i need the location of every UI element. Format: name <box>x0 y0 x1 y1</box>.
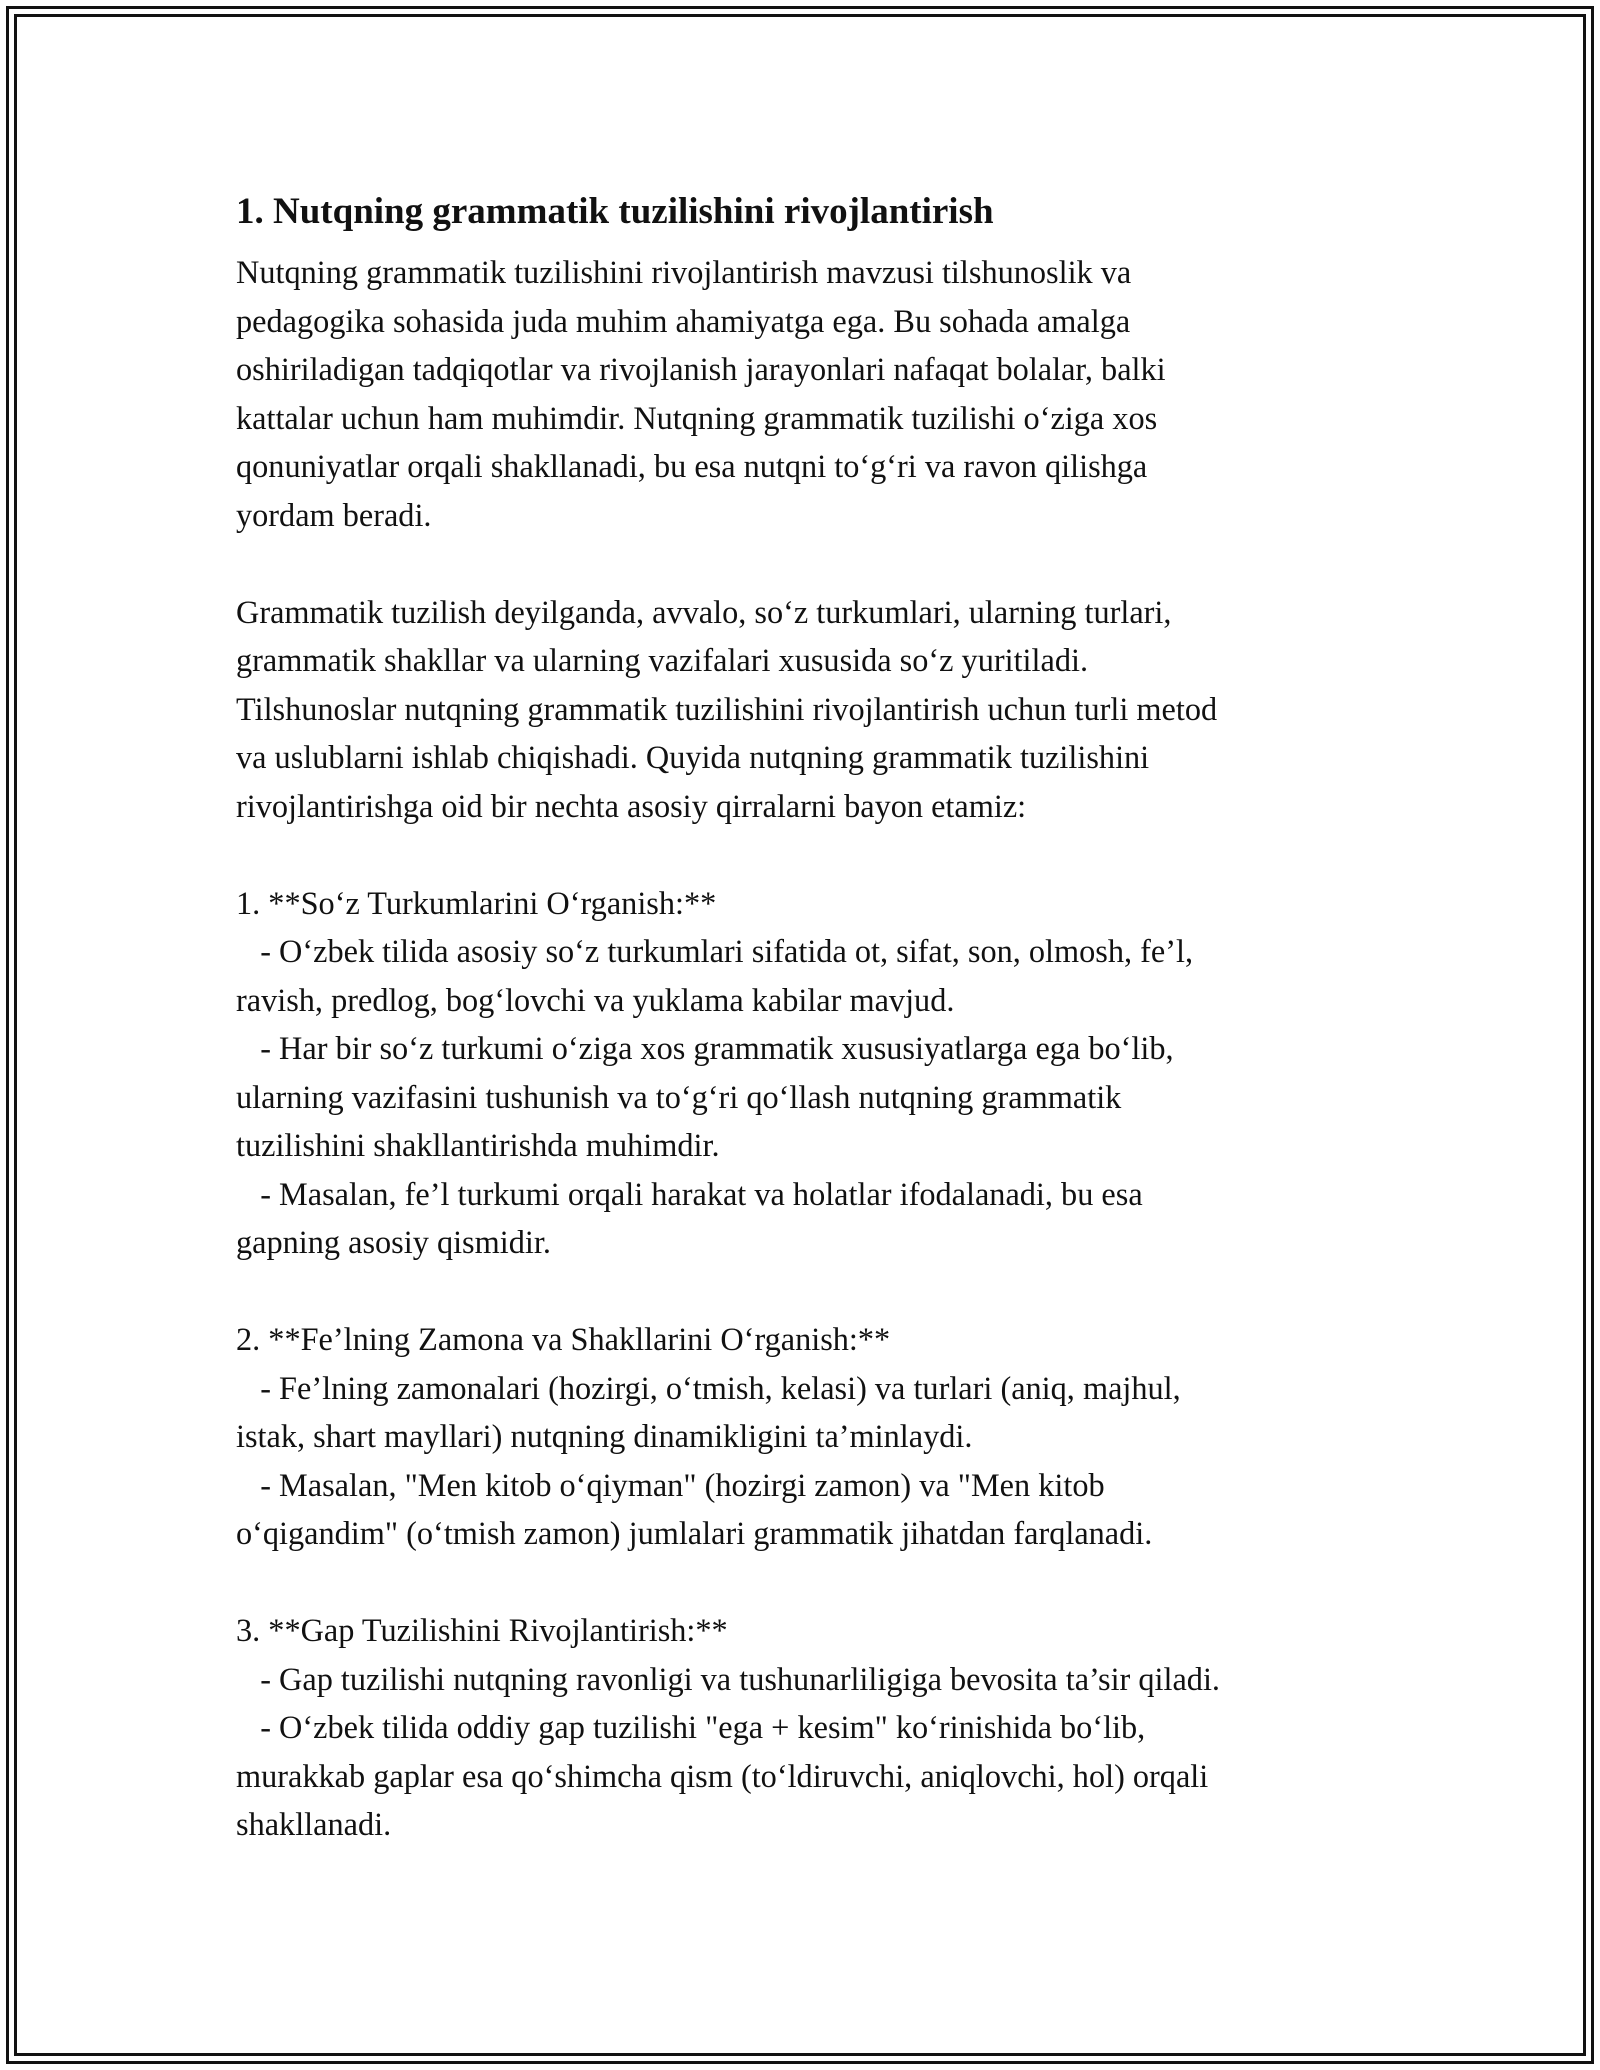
text-line: shakllanadi. <box>236 1806 392 1842</box>
paragraph-spacer <box>236 1558 1366 1607</box>
list-item-section-2 <box>236 1315 1366 1558</box>
text-line: - Masalan, fe’l turkumi orqali harakat va holatlar ifodalanadi, bu esa <box>236 1175 1143 1212</box>
text-line: istak, shart mayllari) nutqning dinamikligini ta’minlaydi. <box>236 1418 973 1454</box>
text-line: - Fe’lning zamonalari (hozirgi, o‘tmish, kelasi) va turlari (aniq, majhul, <box>236 1369 1181 1406</box>
text-line: - Har bir so‘z turkumi o‘ziga xos grammatik xususiyatlarga ega bo‘lib, <box>236 1030 1174 1066</box>
list-item-section-3 <box>236 1606 1366 1849</box>
paragraph-spacer <box>236 1267 1366 1316</box>
text-line: murakkab gaplar esa qo‘shimcha qism (to‘ldiruvchi, aniqlovchi, hol) orqali <box>236 1757 1209 1794</box>
text-line: rivojlantirishga oid bir nechta asosiy qirralarni bayon etamiz: <box>236 787 1027 824</box>
text-line: Tilshunoslar nutqning grammatik tuzilishini rivojlantirish uchun turli metod <box>236 690 1218 727</box>
text-line: qonuniyatlar orqali shakllanadi, bu esa nutqni to‘g‘ri va ravon qilishga <box>236 448 1148 484</box>
text-line: gapning asosiy qismidir. <box>236 1224 551 1260</box>
text-line: - O‘zbek tilida oddiy gap tuzilishi "ega + kesim" ko‘rinishida bo‘lib, <box>236 1709 1146 1745</box>
text-line: ravish, predlog, bog‘lovchi va yuklama kabilar mavjud. <box>236 981 955 1018</box>
text-line: yordam beradi. <box>236 496 432 533</box>
text-line: grammatik shakllar va ularning vazifalari xususida so‘z yuritiladi. <box>236 642 1089 678</box>
text-line: pedagogika sohasida juda muhim ahamiyatga ega. Bu sohada amalga <box>236 302 1131 339</box>
text-line: ularning vazifasini tushunish va to‘g‘ri qo‘llash nutqning grammatik <box>236 1078 1122 1115</box>
text-line: - O‘zbek tilida asosiy so‘z turkumlari sifatida ot, sifat, son, olmosh, fe’l, <box>236 933 1194 969</box>
text-line: 2. **Fe’lning Zamona va Shakllarini O‘rganish:** <box>236 1321 891 1357</box>
document-body <box>236 186 1366 1849</box>
text-line: oshiriladigan tadqiqotlar va rivojlanish jarayonlari nafaqat bolalar, balki <box>236 351 1166 387</box>
text-line: - Gap tuzilishi nutqning ravonligi va tushunarliligiga bevosita ta’sir qiladi. <box>236 1660 1220 1697</box>
text-line: 1. **So‘z Turkumlarini O‘rganish:** <box>236 884 717 921</box>
text-line: kattalar uchun ham muhimdir. Nutqning grammatik tuzilishi o‘ziga xos <box>236 399 1158 436</box>
text-line: va uslublarni ishlab chiqishadi. Quyida nutqning grammatik tuzilishini <box>236 739 1150 775</box>
text-line: Grammatik tuzilish deyilganda, avvalo, so‘z turkumlari, ularning turlari, <box>236 593 1172 630</box>
document-title: 1. Nutqning grammatik tuzilishini rivojlantirish <box>236 191 994 232</box>
text-line: tuzilishini shakllantirishda muhimdir. <box>236 1127 720 1163</box>
text-line: - Masalan, "Men kitob o‘qiyman" (hozirgi zamon) va "Men kitob <box>236 1466 1105 1503</box>
paragraph-spacer <box>236 830 1366 879</box>
text-line: 3. **Gap Tuzilishini Rivojlantirish:** <box>236 1612 728 1648</box>
paragraph-intro <box>236 248 1366 539</box>
text-line: o‘qigandim" (o‘tmish zamon) jumlalari grammatik jihatdan farqlanadi. <box>236 1515 1153 1551</box>
text-line: Nutqning grammatik tuzilishini rivojlantirish mavzusi tilshunoslik va <box>236 254 1132 290</box>
list-item-section-1 <box>236 879 1366 1267</box>
paragraph-spacer <box>236 539 1366 588</box>
paragraph-definition <box>236 588 1366 831</box>
